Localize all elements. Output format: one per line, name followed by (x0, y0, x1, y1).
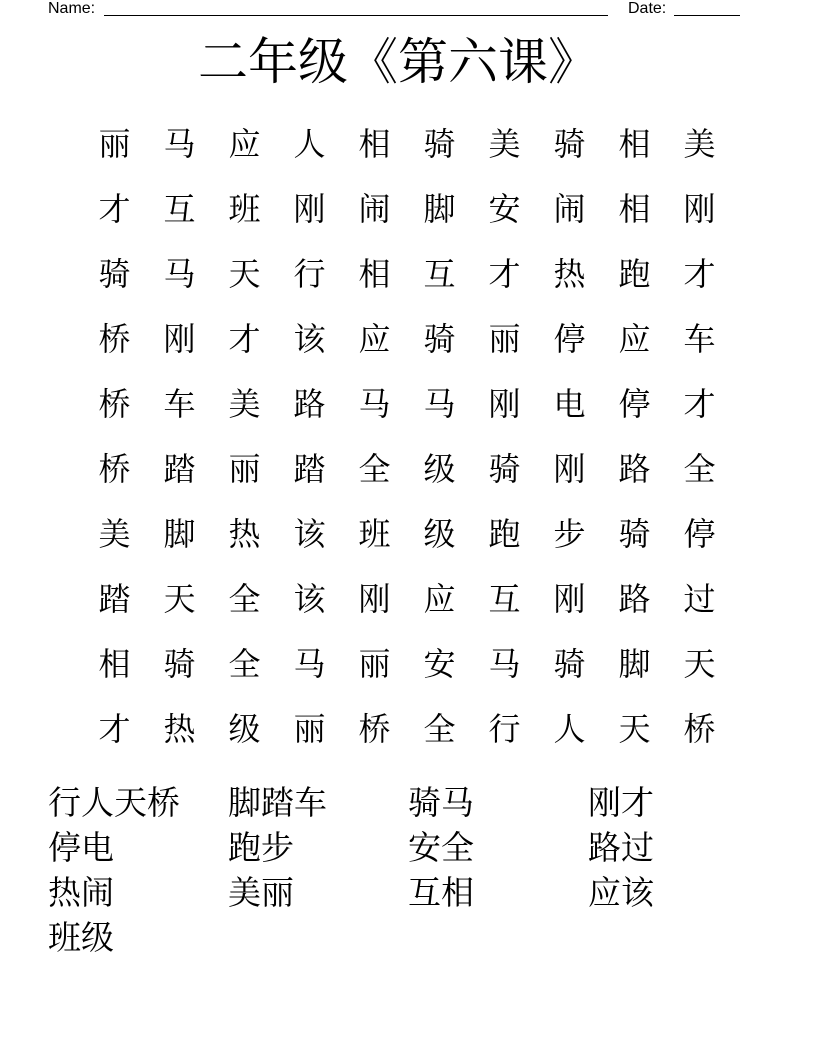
grid-cell: 刚 (293, 190, 326, 228)
grid-cell: 丽 (228, 450, 261, 488)
grid-cell: 互 (423, 255, 456, 293)
word-bank-item: 美丽 (228, 873, 294, 912)
name-label: Name: (48, 0, 96, 17)
grid-cell: 桥 (98, 320, 131, 358)
grid-cell: 电 (553, 385, 586, 423)
grid-cell: 才 (228, 320, 261, 358)
word-bank-item: 骑马 (408, 783, 474, 822)
grid-cell: 跑 (488, 515, 521, 553)
grid-row (82, 502, 732, 567)
grid-row (82, 112, 732, 177)
grid-cell: 应 (228, 125, 261, 163)
grid-cell: 该 (293, 515, 326, 553)
grid-cell: 踏 (163, 450, 196, 488)
grid-cell: 丽 (488, 320, 521, 358)
grid-cell: 桥 (358, 710, 391, 748)
grid-cell: 步 (553, 515, 586, 553)
grid-cell: 热 (553, 255, 586, 293)
grid-cell: 应 (618, 320, 651, 358)
word-bank (48, 780, 768, 960)
word-bank-item: 班级 (48, 918, 114, 957)
grid-cell: 骑 (163, 645, 196, 683)
grid-cell: 才 (98, 710, 131, 748)
grid-cell: 美 (683, 125, 716, 163)
grid-cell: 美 (488, 125, 521, 163)
grid-cell: 刚 (553, 450, 586, 488)
grid-row (82, 697, 732, 762)
grid-cell: 刚 (163, 320, 196, 358)
word-bank-item: 停电 (48, 828, 114, 867)
grid-cell: 全 (228, 580, 261, 618)
grid-cell: 天 (163, 580, 196, 618)
grid-cell: 才 (488, 255, 521, 293)
name-blank-line (104, 15, 608, 16)
grid-cell: 路 (293, 385, 326, 423)
grid-cell: 行 (488, 710, 521, 748)
grid-cell: 全 (683, 450, 716, 488)
grid-cell: 车 (163, 385, 196, 423)
word-bank-item: 路过 (588, 828, 654, 867)
grid-cell: 级 (423, 450, 456, 488)
grid-cell: 刚 (553, 580, 586, 618)
grid-cell: 该 (293, 320, 326, 358)
grid-cell: 闹 (553, 190, 586, 228)
grid-cell: 骑 (423, 125, 456, 163)
grid-cell: 人 (293, 125, 326, 163)
grid-cell: 停 (618, 385, 651, 423)
grid-cell: 该 (293, 580, 326, 618)
word-bank-item: 安全 (408, 828, 474, 867)
grid-cell: 才 (683, 255, 716, 293)
grid-row (82, 372, 732, 437)
grid-cell: 级 (423, 515, 456, 553)
grid-cell: 热 (228, 515, 261, 553)
word-bank-item: 互相 (408, 873, 474, 912)
grid-row (82, 242, 732, 307)
grid-cell: 骑 (553, 125, 586, 163)
word-bank-item: 跑步 (228, 828, 294, 867)
character-grid (82, 112, 732, 762)
grid-cell: 相 (618, 190, 651, 228)
grid-cell: 互 (163, 190, 196, 228)
grid-cell: 马 (488, 645, 521, 683)
grid-cell: 丽 (98, 125, 131, 163)
grid-cell: 闹 (358, 190, 391, 228)
word-bank-item: 行人天桥 (48, 783, 180, 822)
grid-cell: 脚 (423, 190, 456, 228)
grid-cell: 马 (423, 385, 456, 423)
grid-cell: 天 (618, 710, 651, 748)
word-bank-item: 刚才 (588, 783, 654, 822)
grid-cell: 骑 (488, 450, 521, 488)
grid-cell: 美 (98, 515, 131, 553)
grid-cell: 路 (618, 580, 651, 618)
grid-cell: 天 (683, 645, 716, 683)
grid-cell: 马 (163, 255, 196, 293)
grid-cell: 班 (358, 515, 391, 553)
grid-cell: 桥 (683, 710, 716, 748)
grid-cell: 才 (98, 190, 131, 228)
grid-cell: 脚 (618, 645, 651, 683)
grid-cell: 跑 (618, 255, 651, 293)
grid-cell: 马 (293, 645, 326, 683)
grid-cell: 全 (358, 450, 391, 488)
grid-cell: 全 (228, 645, 261, 683)
grid-cell: 马 (163, 125, 196, 163)
word-bank-item: 应该 (588, 873, 654, 912)
grid-cell: 应 (358, 320, 391, 358)
grid-row (82, 632, 732, 697)
grid-cell: 相 (618, 125, 651, 163)
grid-cell: 脚 (163, 515, 196, 553)
grid-row (82, 307, 732, 372)
grid-cell: 刚 (683, 190, 716, 228)
grid-cell: 行 (293, 255, 326, 293)
grid-cell: 踏 (98, 580, 131, 618)
grid-cell: 车 (683, 320, 716, 358)
grid-cell: 互 (488, 580, 521, 618)
grid-cell: 相 (98, 645, 131, 683)
date-label: Date: (628, 0, 667, 17)
grid-cell: 天 (228, 255, 261, 293)
grid-cell: 骑 (553, 645, 586, 683)
grid-cell: 人 (553, 710, 586, 748)
grid-cell: 桥 (98, 385, 131, 423)
grid-cell: 刚 (358, 580, 391, 618)
grid-cell: 丽 (293, 710, 326, 748)
grid-cell: 刚 (488, 385, 521, 423)
page-title: 二年级《第六课》 (198, 33, 598, 91)
grid-cell: 美 (228, 385, 261, 423)
grid-cell: 过 (683, 580, 716, 618)
grid-cell: 热 (163, 710, 196, 748)
grid-cell: 踏 (293, 450, 326, 488)
grid-cell: 级 (228, 710, 261, 748)
word-bank-item: 脚踏车 (228, 783, 327, 822)
grid-cell: 路 (618, 450, 651, 488)
grid-cell: 丽 (358, 645, 391, 683)
grid-cell: 安 (423, 645, 456, 683)
grid-cell: 应 (423, 580, 456, 618)
worksheet-header (48, 0, 748, 18)
grid-cell: 全 (423, 710, 456, 748)
grid-row (82, 567, 732, 632)
grid-cell: 停 (553, 320, 586, 358)
word-bank-item: 热闹 (48, 873, 114, 912)
grid-cell: 相 (358, 255, 391, 293)
grid-cell: 安 (488, 190, 521, 228)
date-blank-line (674, 15, 740, 16)
grid-cell: 相 (358, 125, 391, 163)
grid-cell: 骑 (98, 255, 131, 293)
grid-row (82, 437, 732, 502)
grid-cell: 马 (358, 385, 391, 423)
grid-cell: 骑 (423, 320, 456, 358)
grid-cell: 骑 (618, 515, 651, 553)
grid-cell: 桥 (98, 450, 131, 488)
grid-cell: 才 (683, 385, 716, 423)
grid-cell: 班 (228, 190, 261, 228)
grid-cell: 停 (683, 515, 716, 553)
grid-row (82, 177, 732, 242)
